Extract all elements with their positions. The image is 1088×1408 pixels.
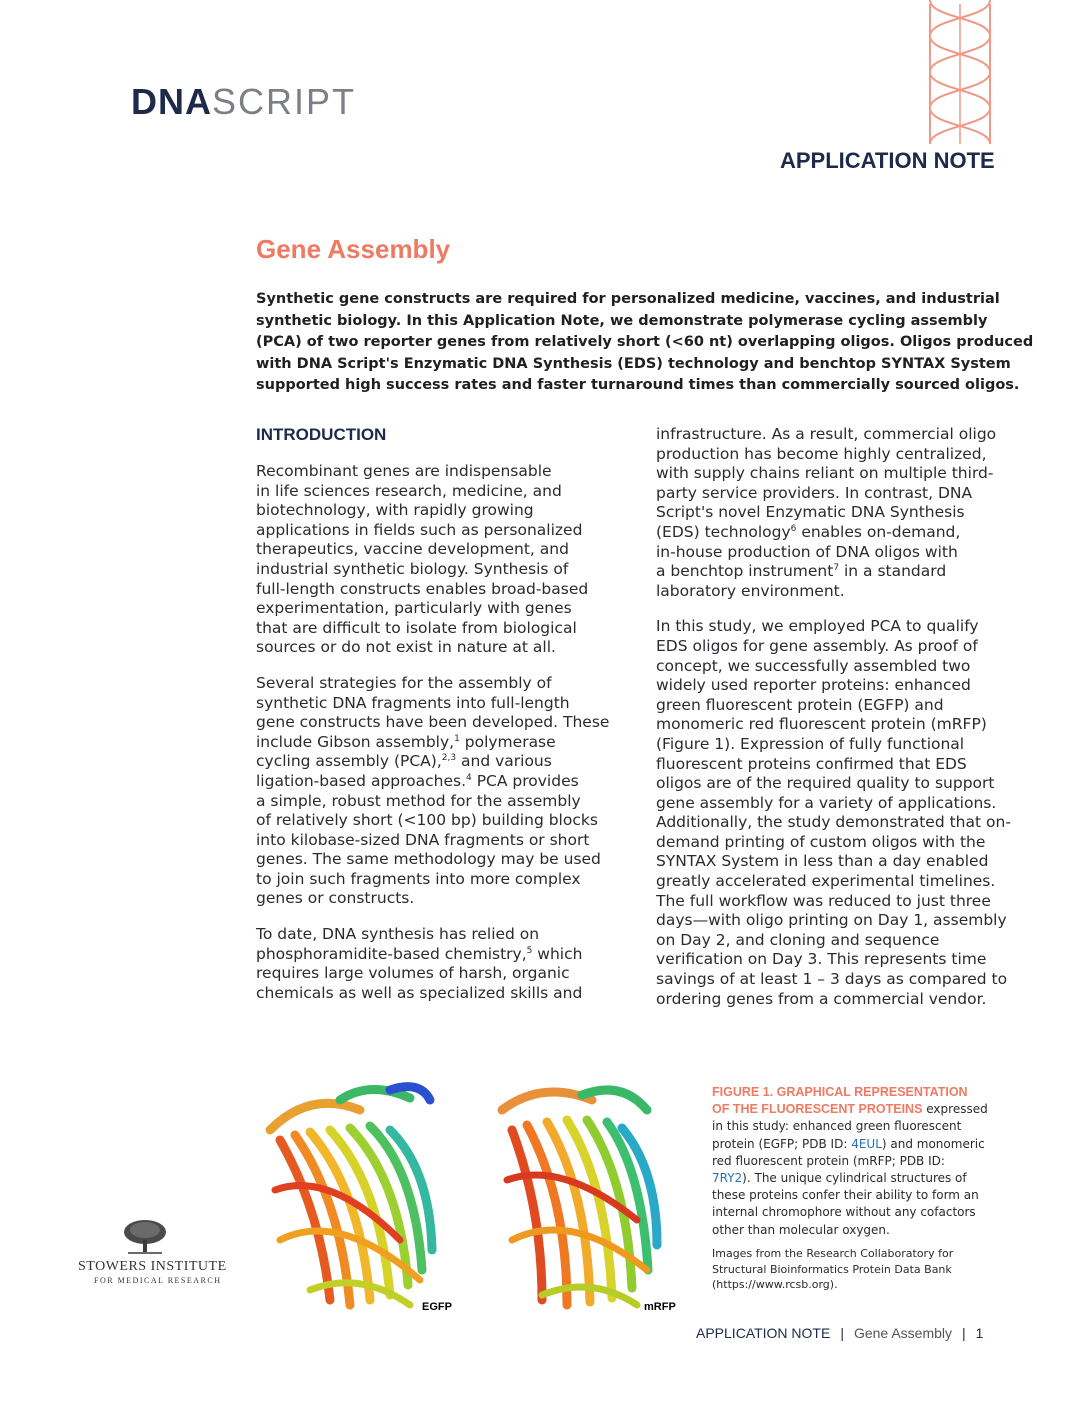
caption-line — [712, 1084, 1002, 1101]
caption-line — [712, 1170, 1002, 1187]
dnascript-logo — [131, 81, 357, 122]
text-line: sources or do not exist in nature at all. — [256, 638, 556, 657]
stowers-logo-name: STOWERS INSTITUTE — [78, 1259, 227, 1274]
text-line: into kilobase-sized DNA fragments or short — [256, 830, 590, 849]
text-line: days—with oligo printing on Day 1, assembly — [656, 911, 1007, 930]
text-line: that are difficult to isolate from biological — [256, 618, 577, 637]
text-line: applications in fields such as personalized — [256, 520, 583, 539]
text-span: a benchtop instrument — [656, 562, 834, 581]
text-span: and various — [456, 752, 552, 771]
caption-line: other than molecular oxygen. — [712, 1222, 890, 1237]
citation-ref: 5 — [526, 945, 533, 956]
text-line — [256, 772, 606, 792]
text-line — [256, 752, 606, 772]
text-line: a simple, robust method for the assembly — [256, 791, 581, 810]
right-paragraph-2 — [656, 617, 1011, 1009]
caption-line: red fluorescent protein (mRFP; PDB ID: — [712, 1153, 945, 1168]
text-line: In this study, we employed PCA to qualify — [656, 617, 979, 636]
text-line: Several strategies for the assembly of — [256, 673, 552, 692]
text-line: industrial synthetic biology. Synthesis of — [256, 559, 569, 578]
pdb-link-4eul[interactable]: 4EUL — [851, 1136, 882, 1151]
right-column — [656, 425, 1011, 1025]
text-line: chemicals as well as specialized skills and — [256, 983, 583, 1002]
summary-line: synthetic biology. In this Application Note, we demonstrate polymerase cycling assembly — [256, 312, 988, 329]
text-line — [256, 945, 606, 965]
text-line: to join such fragments into more complex — [256, 869, 581, 888]
right-paragraph-1 — [656, 425, 1006, 601]
summary-line: Synthetic gene constructs are required for personalized medicine, vaccines, and industrial — [256, 291, 1000, 307]
caption-line — [712, 1101, 1002, 1118]
citation-ref: 7 — [833, 563, 840, 573]
citation-ref: 2,3 — [441, 753, 457, 764]
footer-separator: | — [962, 1325, 966, 1341]
text-span: which — [532, 944, 583, 963]
mrfp-protein-image — [472, 1070, 676, 1330]
summary-paragraph — [256, 289, 1034, 397]
text-line: party service providers. In contrast, DNA — [656, 483, 973, 502]
text-line: demand printing of custom oligos with the — [656, 832, 986, 851]
text-line: (Figure 1). Expression of fully functional — [656, 734, 965, 753]
text-line: biotechnology, with rapidly growing — [256, 501, 534, 520]
logo-script-text: SCRIPT — [212, 81, 357, 122]
logo-dna-text: DNA — [131, 81, 212, 122]
text-span: ) and monomeric — [881, 1136, 985, 1151]
text-line: gene assembly for a variety of applications. — [656, 793, 997, 812]
text-line: gene constructs have been developed. These — [256, 713, 610, 732]
text-span: expressed — [922, 1102, 988, 1117]
text-line: with supply chains reliant on multiple third- — [656, 464, 994, 483]
text-line: synthetic DNA fragments into full-length — [256, 693, 570, 712]
summary-line: with DNA Script's Enzymatic DNA Synthesis (EDS) technology and benchtop SYNTAX System — [256, 355, 1011, 372]
footer-label: APPLICATION NOTE — [696, 1325, 831, 1341]
text-line: Additionally, the study demonstrated that on- — [656, 813, 1011, 832]
text-span: include Gibson assembly, — [256, 732, 455, 751]
page-title: Gene Assembly — [256, 234, 451, 264]
caption-line: internal chromophore without any cofactors — [712, 1205, 976, 1220]
text-line — [656, 562, 1006, 582]
text-line: widely used reporter proteins: enhanced — [656, 676, 971, 695]
citation-ref: 4 — [466, 772, 472, 783]
text-line: verification on Day 3. This represents time — [656, 950, 987, 969]
text-line — [656, 523, 1006, 543]
caption-heading: FIGURE 1. GRAPHICAL REPRESENTATION — [712, 1085, 968, 1099]
text-span: in a standard — [839, 562, 947, 581]
text-line: laboratory environment. — [656, 581, 845, 600]
caption-line: these proteins confer their ability to form an — [712, 1188, 979, 1203]
text-line: requires large volumes of harsh, organic — [256, 964, 570, 983]
text-line: green fluorescent protein (EGFP) and — [656, 695, 944, 714]
text-line: concept, we successfully assembled two — [656, 656, 971, 675]
stowers-tree-icon — [122, 1218, 168, 1256]
footer-section: Gene Assembly — [853, 1325, 953, 1341]
page-number: 1 — [975, 1325, 984, 1341]
credit-line: (https://www.rcsb.org). — [712, 1278, 838, 1292]
text-line: monomeric red fluorescent protein (mRFP) — [656, 715, 987, 734]
text-span: ligation-based approaches. — [256, 771, 467, 790]
text-span: enables on-demand, — [796, 522, 961, 541]
text-line: genes. The same methodology may be used — [256, 850, 601, 869]
text-span: phosphoramidite-based chemistry, — [256, 944, 527, 963]
text-line: SYNTAX System in less than a day enabled — [656, 852, 989, 871]
text-line: infrastructure. As a result, commercial oligo — [656, 425, 997, 443]
stowers-logo-subtitle: FOR MEDICAL RESEARCH — [94, 1276, 222, 1285]
caption-line — [712, 1136, 1002, 1153]
citation-ref: 6 — [790, 523, 797, 534]
text-span: polymerase — [459, 732, 556, 751]
dna-helix-graphic — [920, 0, 1000, 150]
caption-heading: OF THE FLUORESCENT PROTEINS — [712, 1102, 923, 1117]
text-line — [256, 733, 606, 753]
text-line: genes or constructs. — [256, 889, 415, 908]
summary-line: (PCA) of two reporter genes from relatively short (<60 nt) overlapping oligos. Oligos produced — [256, 334, 1034, 351]
text-span: protein (EGFP; PDB ID: — [712, 1136, 852, 1151]
page-footer — [696, 1325, 996, 1341]
text-line: therapeutics, vaccine development, and — [256, 540, 569, 559]
footer-separator: | — [840, 1325, 844, 1341]
text-line: EDS oligos for gene assembly. As proof of — [656, 636, 978, 655]
text-line: on Day 2, and cloning and sequence — [656, 930, 940, 949]
egfp-label: EGFP — [422, 1301, 452, 1313]
image-credit — [712, 1246, 1002, 1293]
text-line: of relatively short (<100 bp) building blocks — [256, 811, 598, 830]
text-span: cycling assembly (PCA), — [256, 752, 442, 771]
egfp-protein-image — [250, 1070, 450, 1330]
summary-line: supported high success rates and faster turnaround times than commercially sourced oligos. — [256, 377, 1020, 394]
text-line: experimentation, particularly with genes — [256, 599, 572, 618]
caption-line: in this study: enhanced green fluorescent — [712, 1119, 962, 1134]
left-column — [256, 425, 610, 1019]
text-line: full-length constructs enables broad-based — [256, 579, 589, 598]
text-line: oligos are of the required quality to support — [656, 774, 995, 793]
text-span: (EDS) technology — [656, 522, 791, 541]
text-span: ). The unique cylindrical structures of — [742, 1171, 967, 1186]
text-line: Recombinant genes are indispensable — [256, 462, 552, 480]
text-line: Script's novel Enzymatic DNA Synthesis — [656, 503, 965, 522]
text-line: greatly accelerated experimental timelines. — [656, 872, 996, 891]
text-line: fluorescent proteins confirmed that EDS — [656, 754, 967, 773]
intro-paragraph-1 — [256, 462, 606, 658]
text-span: PCA provides — [471, 771, 579, 790]
text-line: To date, DNA synthesis has relied on — [256, 925, 540, 944]
credit-line: Images from the Research Collaboratory for — [712, 1247, 954, 1260]
intro-paragraph-2 — [256, 673, 610, 909]
introduction-heading: INTRODUCTION — [256, 425, 387, 444]
text-line: ordering genes from a commercial vendor. — [656, 989, 987, 1008]
credit-line: Structural Bioinformatics Protein Data Bank — [712, 1262, 952, 1276]
text-line: savings of at least 1 – 3 days as compared to — [656, 970, 1008, 989]
text-line: in life sciences research, medicine, and — [256, 481, 562, 500]
text-line: The full workflow was reduced to just three — [656, 891, 991, 910]
mrfp-label: mRFP — [644, 1301, 676, 1313]
application-note-heading: APPLICATION NOTE — [780, 148, 995, 173]
text-line: production has become highly centralized, — [656, 444, 987, 463]
intro-paragraph-3 — [256, 925, 606, 1003]
pdb-link-7ry2[interactable]: 7RY2 — [712, 1171, 743, 1186]
figure-caption — [712, 1084, 1002, 1239]
citation-ref: 1 — [454, 733, 460, 744]
text-line: in-house production of DNA oligos with — [656, 542, 958, 561]
